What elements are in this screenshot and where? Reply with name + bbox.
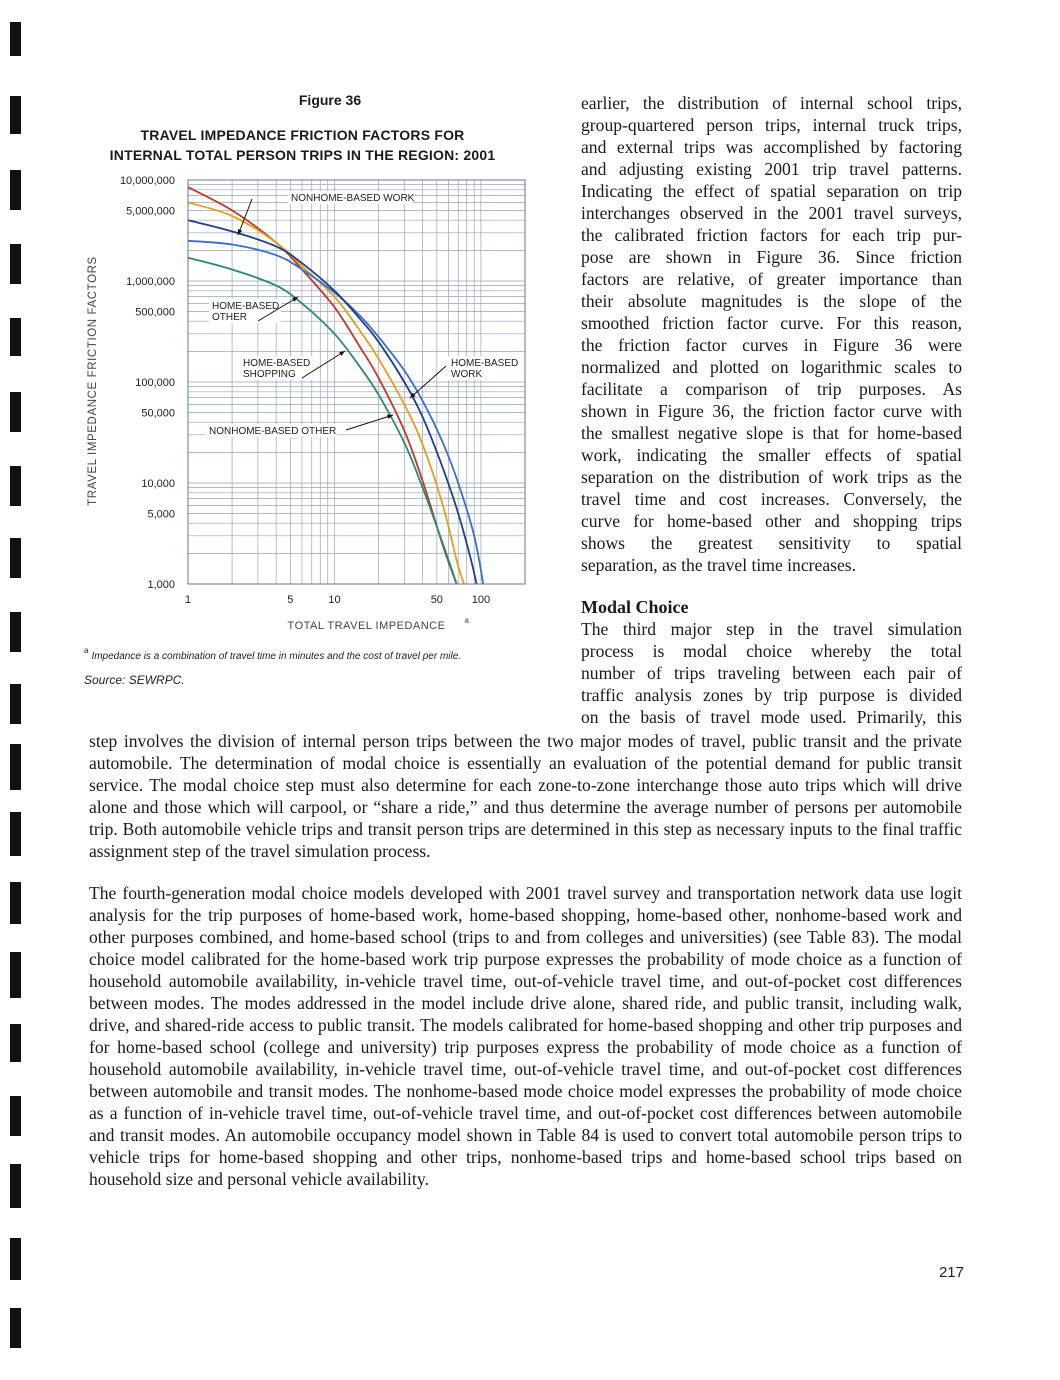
y-tick-label: 1,000 — [147, 579, 175, 591]
right-col-p2-line: process is modal choice whereby the total — [581, 641, 962, 661]
right-col-p1-line: work, indicating the smaller effects of spatial — [581, 445, 962, 465]
body-paragraph-1: step involves the division of internal person trips between the two major modes of travel, public transit and the private automobile. The determination of modal choice is essentially an evaluation of the potential demand for public transit service. The modal choice step must also determine for each zone-to-zone interchange those auto trips which will drive alone and those which will carpool, or “share a ride,” and thus determine the average number of persons per automobile trip. Both automobile vehicle trips and transit person trips are determined in this step as necessary inputs to the final traffic assignment step of the travel simulation process. — [89, 731, 962, 861]
footnote-text: Impedance is a combination of travel time in minutes and the cost of travel per mile. — [91, 651, 462, 662]
annotation-label-line2: OTHER — [212, 312, 247, 323]
annotation-label: HOME-BASED — [451, 358, 519, 369]
right-col-p1-line: earlier, the distribution of internal school trips, — [581, 93, 962, 113]
y-tick-label: 10,000 — [141, 478, 175, 490]
figure-source: Source: SEWRPC. — [84, 673, 185, 687]
right-col-p1-line: travel time and cost increases. Conversely, the — [581, 489, 962, 509]
right-col-p1-line: the smallest negative slope is that for home-based — [581, 423, 962, 443]
right-col-p2-line: traffic analysis zones by trip purpose is divided — [581, 685, 962, 705]
y-tick-label: 5,000,000 — [126, 205, 175, 218]
x-axis-label: TOTAL TRAVEL IMPEDANCE — [287, 620, 446, 632]
y-axis-label: TRAVEL IMPEDANCE FRICTION FACTORS — [87, 256, 99, 506]
page-number: 217 — [938, 1264, 964, 1281]
right-col-p1-line: and adjusting existing 2001 trip travel patterns. — [581, 159, 962, 179]
x-tick-label: 10 — [328, 594, 341, 606]
right-col-p1-line: and external trips was accomplished by factoring — [581, 137, 962, 157]
section-heading-modal-choice: Modal Choice — [581, 597, 689, 617]
right-col-p1-line: separation on the distribution of work trips as the — [581, 467, 962, 487]
right-col-p2-line: number of trips traveling between each pair of — [581, 663, 962, 683]
right-col-p1-line: smoothed friction factor curve. For this reason, — [581, 313, 962, 333]
x-tick-label: 5 — [287, 594, 294, 606]
y-tick-label: 5,000 — [147, 508, 175, 521]
y-tick-label: 100,000 — [135, 377, 175, 389]
footnote-marker: a — [84, 646, 89, 655]
right-col-p2-line: on the basis of travel mode used. Primarily, this — [581, 707, 962, 727]
right-col-p1-line: shows the greatest sensitivity to spatial — [581, 533, 962, 553]
right-col-p1-line: their absolute magnitudes is the slope of the — [581, 291, 962, 311]
right-col-p1-line: pose are shown in Figure 36. Since friction — [581, 247, 962, 267]
right-col-p1-line: group-quartered person trips, internal truck trips, — [581, 115, 962, 135]
right-column-paragraph-1 — [581, 92, 962, 576]
right-col-p1-line: interchanges observed in the 2001 travel surveys, — [581, 203, 962, 223]
friction-factor-chart — [80, 170, 550, 640]
y-tick-label: 50,000 — [141, 407, 175, 420]
right-col-p2-line: The third major step in the travel simulation — [581, 619, 962, 639]
figure-title-line2: INTERNAL TOTAL PERSON TRIPS IN THE REGION: 2001 — [109, 147, 496, 163]
annotation-nonhome-based-other — [206, 414, 393, 437]
right-col-p1-line: Indicating the effect of spatial separation on trip — [581, 181, 962, 201]
x-tick-label: 1 — [184, 594, 192, 606]
right-col-p1-line: curve for home-based other and shopping trips — [581, 511, 962, 531]
series-line-nonhome-based-work — [188, 187, 458, 588]
right-col-p1-line: normalized and plotted on logarithmic scales to — [581, 357, 962, 377]
y-tick-label: 500,000 — [135, 306, 175, 319]
figure-footnote — [84, 646, 534, 662]
annotation-label: NONHOME-BASED WORK — [291, 193, 415, 204]
x-tick-label: 50 — [430, 594, 443, 606]
right-col-p1-line: shown in Figure 36, the friction factor curve with — [581, 401, 962, 421]
right-col-p1-line: the calibrated friction factors for each trip pur- — [581, 225, 962, 245]
series-line-nonhome-based-other — [188, 202, 467, 591]
annotation-home-based-shopping — [240, 351, 345, 380]
binder-marks — [0, 0, 30, 1380]
right-column-paragraph-2 — [581, 618, 962, 728]
chart-axes — [87, 175, 525, 632]
annotation-label-line2: WORK — [451, 369, 483, 380]
figure-title-line1: TRAVEL IMPEDANCE FRICTION FACTORS FOR — [140, 127, 465, 143]
annotation-label: HOME-BASED — [243, 358, 311, 369]
annotation-label-line2: SHOPPING — [243, 369, 296, 380]
chart-grid — [188, 180, 525, 584]
annotation-nonhome-based-work — [238, 191, 415, 235]
y-tick-label: 10,000,000 — [119, 175, 175, 187]
annotation-leader — [238, 199, 252, 235]
right-col-p1-line: factors are relative, of greater importance than — [581, 269, 962, 289]
y-tick-label: 1,000,000 — [126, 276, 175, 288]
annotation-home-based-other — [209, 297, 298, 323]
right-col-p1-line: separation, as the travel time increases. — [581, 555, 857, 575]
right-col-p1-line: the friction factor curves in Figure 36 were — [581, 335, 962, 355]
right-col-p1-line: facilitate a comparison of trip purposes. As — [581, 379, 962, 399]
annotation-label: NONHOME-BASED OTHER — [209, 426, 337, 437]
annotation-label: HOME-BASED — [212, 301, 280, 312]
right-column-text — [581, 92, 962, 728]
figure-label: Figure 36 — [298, 92, 362, 108]
x-axis-label-superscript: a — [464, 616, 469, 625]
x-tick-label: 100 — [471, 594, 491, 606]
body-paragraph-2: The fourth-generation modal choice models developed with 2001 travel survey and transportation network data use logit analysis for the trip purposes of home-based work, home-based shopping, home-based other, nonhome-based work and other purposes combined, and home-based school (trips to and from colleges and universities) (see Table 83). The modal choice model calibrated for the home-based work trip purpose expresses the probability of mode choice as a function of household automobile availability, in-vehicle travel time, out-of-vehicle travel time, and out-of-pocket cost differences between modes. The modes addressed in the model include drive alone, shared ride, and public transit, including walk, drive, and shared-ride access to public transit. The models calibrated for home-based shopping and other trip purposes and for home-based school (college and university) trip purposes express the probability of mode choice as a function of household automobile availability, in-vehicle travel time, out-of-vehicle travel time, and out-of-pocket cost differences between automobile and transit modes. The nonhome-based mode choice model expresses the probability of mode choice as a function of in-vehicle travel time, out-of-vehicle travel time, and out-of-pocket cost differences between automobile and transit modes. An automobile occupancy model shown in Table 84 is used to convert total automobile person trips to vehicle trips for home-based shopping and other trips, nonhome-based trips and home-based school trips based on household size and personal vehicle availability. — [89, 883, 962, 1189]
